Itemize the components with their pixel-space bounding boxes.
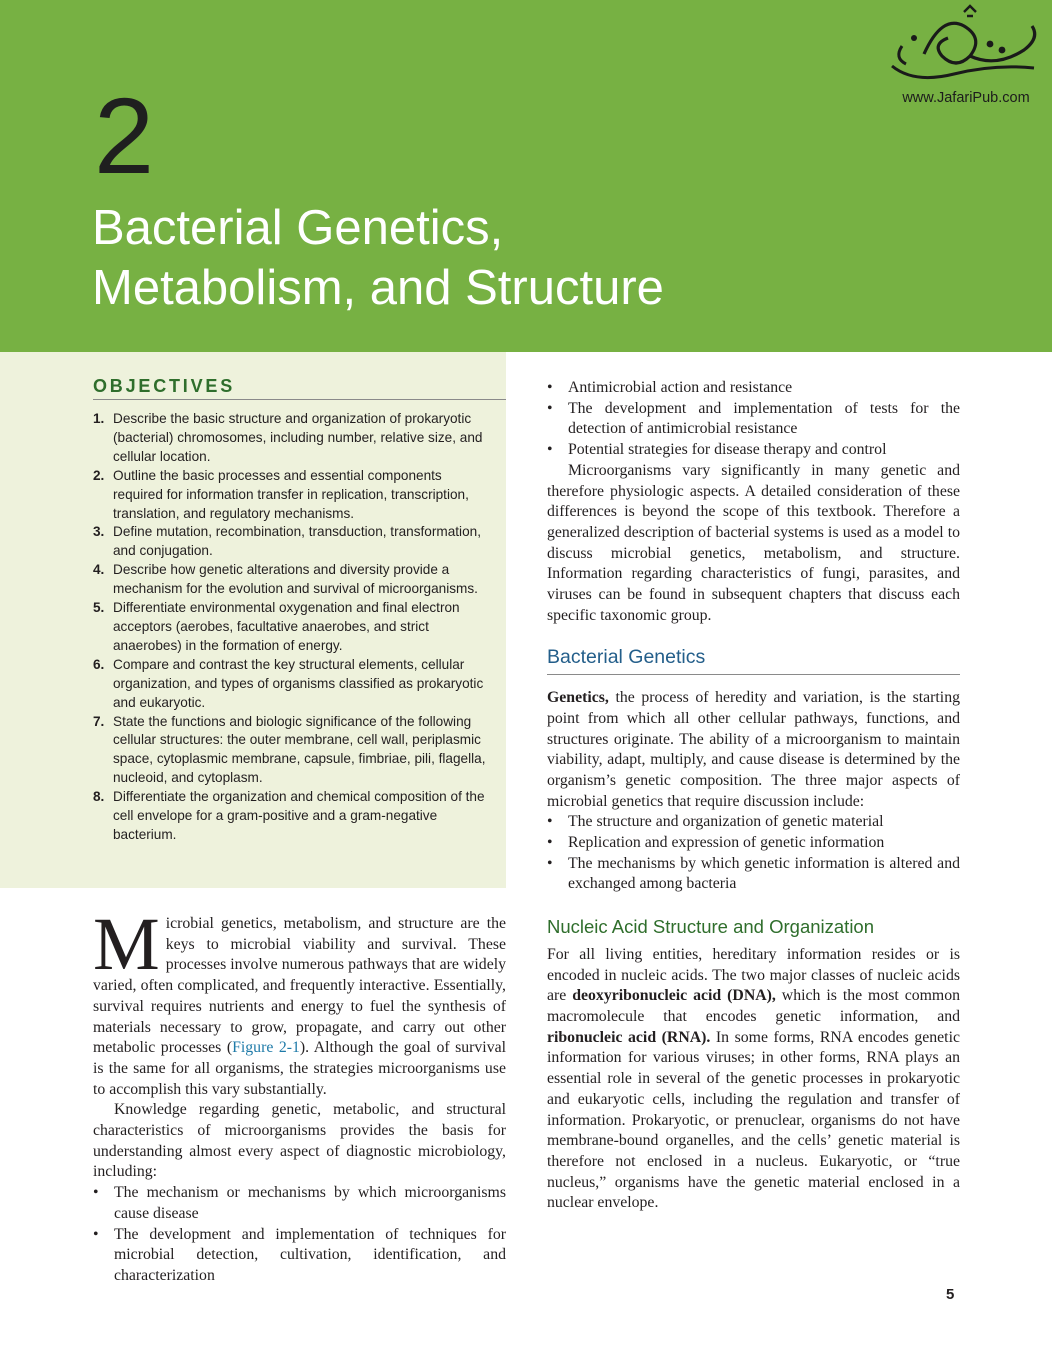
objective-text: Compare and contrast the key structural elements, cellular organization, and types of organisms classified as prokaryotic and eukaryotic.	[113, 656, 484, 710]
objectives-heading: OBJECTIVES	[93, 376, 236, 396]
list-item-text: The development and implementation of tests for the detection of antimicrobial resistance	[568, 399, 960, 438]
objective-text: Describe the basic structure and organization of prokaryotic (bacterial) chromosomes, including number, relative size, and cellular location.	[113, 411, 483, 464]
list-item-text: The structure and organization of genetic material	[568, 813, 884, 831]
objective-number: 3.	[93, 524, 105, 540]
publisher-logo-mark	[884, 4, 1048, 90]
nucleic-text-b: which is the most common macromolecule that encodes genetic information, and	[547, 987, 961, 1025]
bullet-icon: •	[547, 441, 553, 459]
bullet-icon: •	[93, 1184, 99, 1202]
nucleic-acid-paragraph	[547, 945, 960, 1214]
section-heading-bacterial-genetics: Bacterial Genetics	[547, 647, 960, 675]
dna-term: deoxyribonucleic acid (DNA),	[572, 987, 776, 1005]
objective-item	[93, 599, 493, 656]
knowledge-paragraph: Knowledge regarding genetic, metabolic, and structural characteristics of microorganisms provides the basis for understanding almost every aspect of diagnostic microbiology, including:	[93, 1101, 506, 1181]
objective-item	[93, 713, 493, 789]
objective-number: 5.	[93, 600, 105, 616]
objective-text: State the functions and biologic significance of the following cellular structures: the outer membrane, cell wall, periplasmic space, cytoplasmic membrane, capsule, fimbriae, pili, flagella, nucleoid, and cytoplasm.	[113, 713, 486, 786]
list-item-text: The mechanism or mechanisms by which microorganisms cause disease	[114, 1184, 506, 1222]
chapter-title	[92, 198, 992, 318]
objectives-list	[93, 410, 493, 845]
intro-paragraph	[93, 903, 506, 1100]
objectives-rule	[93, 399, 506, 400]
objective-number: 7.	[93, 713, 105, 729]
objective-text: Differentiate the organization and chemical composition of the cell envelope for a gram-positive and a gram-negative bacterium.	[113, 789, 485, 842]
figure-2-1-link[interactable]: Figure 2-1	[232, 1039, 300, 1057]
variation-paragraph: Microorganisms vary significantly in many genetic and therefore physiologic aspects. A detailed consideration of these differences is beyond the scope of this textbook. Therefore a generalized description of bacterial systems is used as a model to discuss microbial genetics, metabolism, and structure. Information regarding characteristics of fungi, parasites, and viruses can be found in subsequent chapters that discuss each specific taxonomic group.	[547, 461, 960, 624]
rna-term: ribonucleic acid (RNA).	[547, 1028, 711, 1046]
bullet-icon: •	[547, 834, 553, 852]
objective-text: Describe how genetic alterations and diversity provide a mechanism for the evolution and survival of microorganisms.	[113, 562, 478, 597]
chapter-title-line2: Metabolism, and Structure	[92, 261, 664, 315]
list-item	[547, 833, 960, 854]
chapter-title-line1: Bacterial Genetics,	[92, 201, 504, 255]
objective-text: Outline the basic processes and essential components required for information transfer in replication, transcription, translation, and regulatory mechanisms.	[113, 467, 469, 521]
genetics-text: the process of heredity and variation, is the starting point from which all other cellular pathways, functions, and structures originate. The ability of a microorganism to maintain viability, adapt, multiply, and cause disease is determined by the organism’s genetic composition. The three major aspects of microbial genetics that require discussion include:	[547, 689, 960, 810]
objective-number: 6.	[93, 656, 105, 672]
objective-item	[93, 467, 493, 524]
chapter-number: 2	[94, 75, 157, 196]
list-item-text: The development and implementation of techniques for microbial detection, cultivation, identification, and characterization	[114, 1225, 506, 1284]
publisher-logo	[884, 4, 1048, 110]
list-item	[547, 812, 960, 833]
list-item-text: Antimicrobial action and resistance	[568, 379, 793, 396]
list-item	[547, 440, 960, 461]
objective-number: 4.	[93, 562, 105, 578]
diagnostic-aspects-list	[93, 1183, 506, 1287]
list-item	[547, 854, 960, 895]
bullet-icon: •	[547, 399, 553, 417]
list-item	[547, 378, 960, 399]
list-item-text: Replication and expression of genetic information	[568, 834, 885, 852]
drop-cap: M	[93, 903, 160, 986]
genetics-paragraph	[547, 688, 960, 812]
objective-number: 1.	[93, 411, 105, 426]
list-item	[93, 1225, 506, 1287]
intro-text-before-link: icrobial genetics, metabolism, and structure are the keys to microbial viability and survival. These processes involve numerous pathways that are widely varied, often complicated, and frequently interactive. Essentially, survival requires nutrients and energy to fuel the synthesis of materials necessary to grow, propagate, and carry out other metabolic processes (	[93, 915, 506, 1057]
bullet-icon: •	[547, 813, 553, 831]
page-number: 5	[946, 1286, 955, 1303]
objective-item	[93, 656, 493, 713]
bullet-icon: •	[547, 854, 553, 872]
nucleic-text-a: For all living entities, hereditary information resides or is encoded in nucleic acids. The two major classes of nucleic acids are	[547, 945, 960, 1005]
bullet-icon: •	[93, 1225, 99, 1243]
objective-item	[93, 788, 493, 845]
list-item	[547, 399, 960, 440]
diagnostic-aspects-list-continued	[547, 378, 960, 461]
genetics-term: Genetics,	[547, 689, 609, 707]
left-column	[93, 903, 506, 1287]
genetics-aspects-list	[547, 812, 960, 895]
objective-item	[93, 561, 493, 599]
list-item-text: Potential strategies for disease therapy and control	[568, 441, 887, 459]
nucleic-text-c: In some forms, RNA encodes genetic information for various viruses; in other forms, RNA plays an essential role in several of the genetic processes in prokaryotic and eukaryotic cells, including the regulation and transfer of information. Prokaryotic, or prenuclear, organisms do not have membrane-bound organelles, and the cells’ genetic material is therefore not enclosed in a nucleus. Eukaryotic, or “true nucleus,” organisms have the genetic material enclosed in a nuclear envelope.	[547, 1028, 960, 1212]
intro-text-after-link: ). Although the goal of survival is the same for all organisms, the strategies microorganisms use to accomplish this vary substantially.	[93, 1039, 506, 1098]
subsection-heading-nucleic-acid: Nucleic Acid Structure and Organization	[547, 916, 875, 938]
objective-item	[93, 523, 493, 561]
publisher-logo-url: www.JafariPub.com	[902, 90, 1030, 106]
objective-number: 2.	[93, 467, 105, 483]
list-item	[93, 1183, 506, 1224]
list-item-text: The mechanisms by which genetic information is altered and exchanged among bacteria	[568, 854, 960, 893]
objective-number: 8.	[93, 789, 105, 805]
bullet-icon: •	[547, 379, 553, 396]
right-column	[547, 378, 960, 1214]
objective-text: Differentiate environmental oxygenation and final electron acceptors (aerobes, facultative anaerobes, and strict anaerobes) in the formation of energy.	[113, 600, 460, 653]
objective-text: Define mutation, recombination, transduction, transformation, and conjugation.	[113, 524, 481, 559]
objective-item	[93, 410, 493, 467]
